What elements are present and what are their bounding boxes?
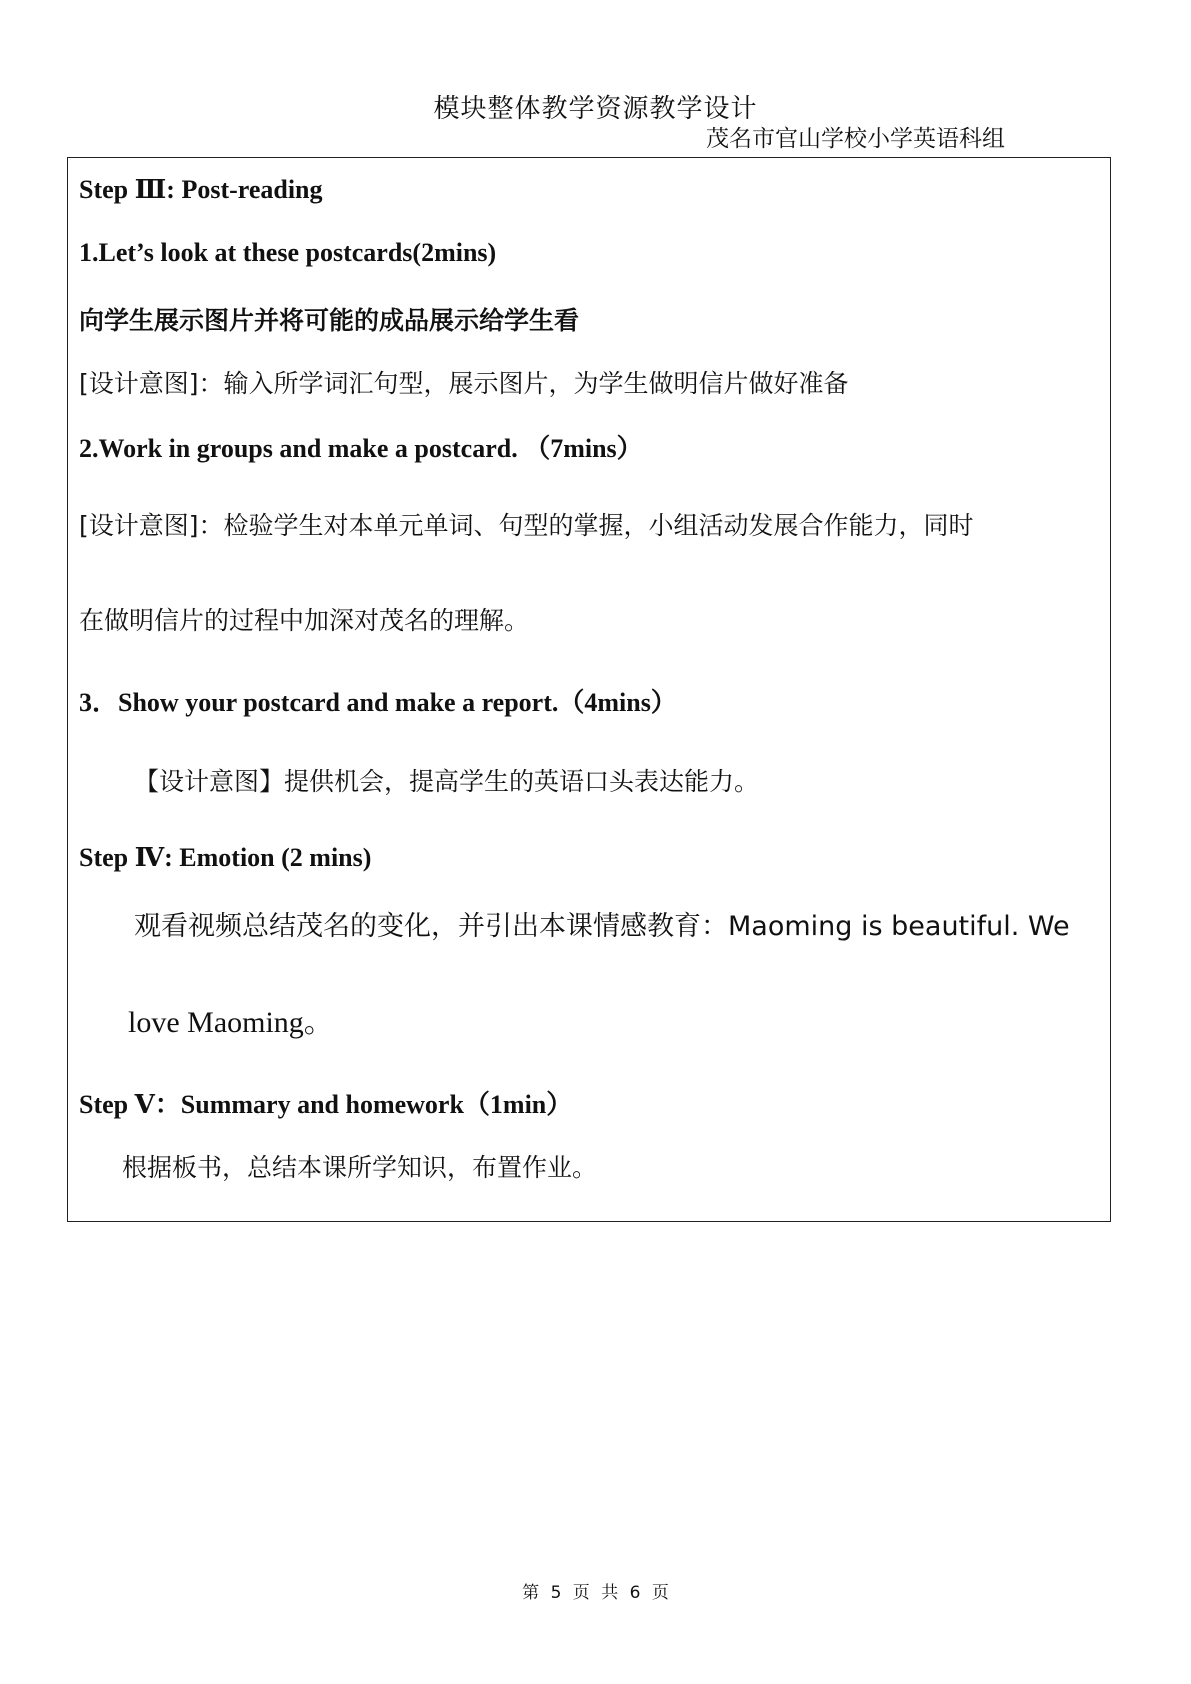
step5-text: 根据板书，总结本课所学知识，布置作业。 [122, 1153, 598, 1182]
item1-design-intent: [设计意图]：输入所学词汇句型，展示图片，为学生做明信片做好准备 [79, 369, 849, 398]
step4-heading: Step Ⅳ: Emotion (2 mins) [79, 843, 372, 872]
item3-heading: 3．Show your postcard and make a report.（4mins） [79, 688, 677, 717]
item3-design-intent: 【设计意图】提供机会，提高学生的英语口头表达能力。 [134, 767, 760, 796]
step4-text-line2: love Maoming。 [128, 1006, 334, 1039]
step3-heading: Step Ⅲ: Post-reading [79, 175, 323, 204]
page-number: 第 5 页 共 6 页 [522, 1583, 669, 1603]
item1-instruction: 向学生展示图片并将可能的成品展示给学生看 [79, 306, 580, 335]
page-title: 模块整体教学资源教学设计 [433, 94, 758, 124]
item2-heading: 2.Work in groups and make a postcard. （7mins） [79, 434, 643, 463]
page-subtitle: 茂名市官山学校小学英语科组 [706, 126, 1005, 152]
item2-design-intent-line2: 在做明信片的过程中加深对茂名的理解。 [79, 606, 530, 635]
item1-heading: 1.Let’s look at these postcards(2mins) [79, 238, 497, 267]
step4-text-line1: 观看视频总结茂名的变化，并引出本课情感教育：Maoming is beautiful. We [134, 911, 1070, 942]
item2-design-intent-line1: [设计意图]：检验学生对本单元单词、句型的掌握，小组活动发展合作能力，同时 [79, 511, 974, 540]
step5-heading: Step Ⅴ：Summary and homework（1min） [79, 1090, 573, 1119]
